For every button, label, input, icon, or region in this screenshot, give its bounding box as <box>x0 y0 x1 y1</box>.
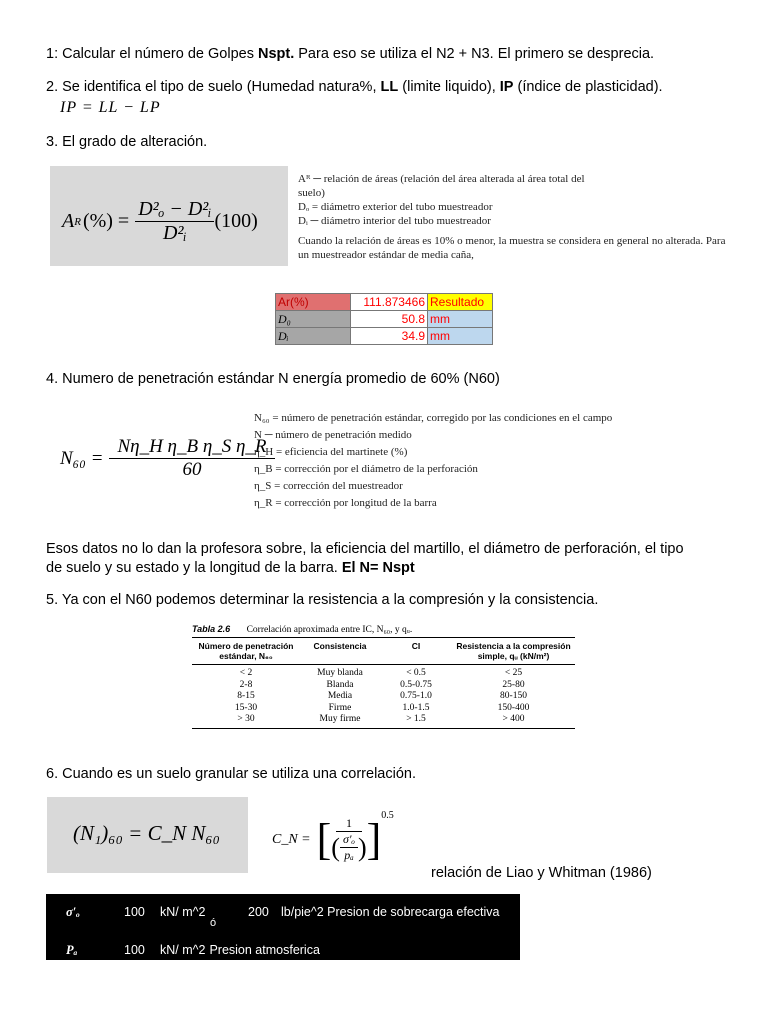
table-header: Número de penetración estándar, N₆₀ Consistencia CI Resistencia a la compresión simple, qᵤ (kN/m²) <box>192 637 575 665</box>
area-ratio-definitions: Aᴿ ─ relación de áreas (relación del área alterada al área total del suelo) Dₒ = diámetro exterior del tubo muestreador Dᵢ ─ diámetro interior del tubo muestreador Cuando la relación de áreas es 10% o menor, la muestra se considera en general no alterada. Para un muestreador estándar de media caña, <box>298 173 726 261</box>
n1-60-formula-box <box>47 797 248 873</box>
area-ratio-table <box>275 293 493 345</box>
liao-whitman-reference: relación de Liao y Whitman (1986) <box>431 865 652 881</box>
table-row: Dᵢ 34.9 mm <box>276 328 493 345</box>
alteration-formula: A R (%) = $\frac{\text{D²ₒ − D²ᵢ}}{\text{D²ᵢ}}$ (100) <box>62 198 258 244</box>
step5-title: 5. Ya con el N60 podemos determinar la resistencia a la compresión y la consistencia. <box>46 592 599 608</box>
alteration-formula-box <box>50 166 288 266</box>
step4-note: Esos datos no lo dan la profesora sobre, la eficiencia del martillo, el diámetro de perforación, el tipo de suelo y su estado y la longitud de la barra. El N= Nspt <box>46 541 684 576</box>
n60-formula: N₆₀ = $\frac{\text{Nη\_H η\_B η\_S η\_R}}{60}$ <box>60 436 275 481</box>
table-row: 8-15 Media 0.75-1.0 80-150 <box>237 691 527 701</box>
table-row: > 30 Muy firme > 1.5 > 400 <box>237 714 525 724</box>
atmospheric-row: Pₐ 100 kN/ m^2 Presion atmosferica <box>66 943 320 957</box>
table-caption: Tabla 2.6 Correlación aproximada entre IC, N₆₀, y qᵤ. <box>192 624 413 635</box>
overburden-row: σ′ₒ 100 kN/ m^2 ó 200 lb/pie^2 Presion de sobrecarga efectiva <box>66 905 500 929</box>
step2-text: 2. Se identifica el tipo de suelo (Humedad natura%, LL (limite liquido), IP (índice de plasticidad). <box>46 79 663 95</box>
table-body <box>192 665 575 729</box>
tabla-2-6 <box>192 624 575 729</box>
table-row: Ar(%) 111.873466 Resultado <box>276 294 493 311</box>
n1-60-formula: (N₁)₆₀ = C_N N₆₀ <box>73 821 220 845</box>
table-row: 15-30 Firme 1.0-1.5 150-400 <box>234 702 530 713</box>
step4-title: 4. Numero de penetración estándar N energía promedio de 60% (N60) <box>46 371 500 387</box>
table-row: 2-8 Blanda 0.5-0.75 25-80 <box>239 679 525 690</box>
ip-formula: IP = LL − LP <box>60 99 161 116</box>
n60-definitions: N₆₀ = número de penetración estándar, corregido por las condiciones en el campo N ─ número de penetración medido η_H = eficiencia del martinete (%) η_B = corrección por el diámetro de la perforación η_S = corrección del muestreador η_R = corrección por longitud de la barra <box>254 412 613 509</box>
step1-text: 1: Calcular el número de Golpes Nspt. Para eso se utiliza el N2 + N3. El primero se desprecia. <box>46 46 655 62</box>
table-row: < 2 Muy blanda < 0.5 < 25 <box>239 668 523 678</box>
pressure-values-box <box>46 894 520 960</box>
cn-formula: C_N = [ 1 ( $\frac{\text{σ′ₒ}}{\text{pₐ}}$ ) ] 0.5 <box>272 810 394 864</box>
step6-title: 6. Cuando es un suelo granular se utiliza una correlación. <box>46 766 416 782</box>
table-row: D₀ 50.8 mm <box>276 311 493 328</box>
step3-title: 3. El grado de alteración. <box>46 134 208 150</box>
